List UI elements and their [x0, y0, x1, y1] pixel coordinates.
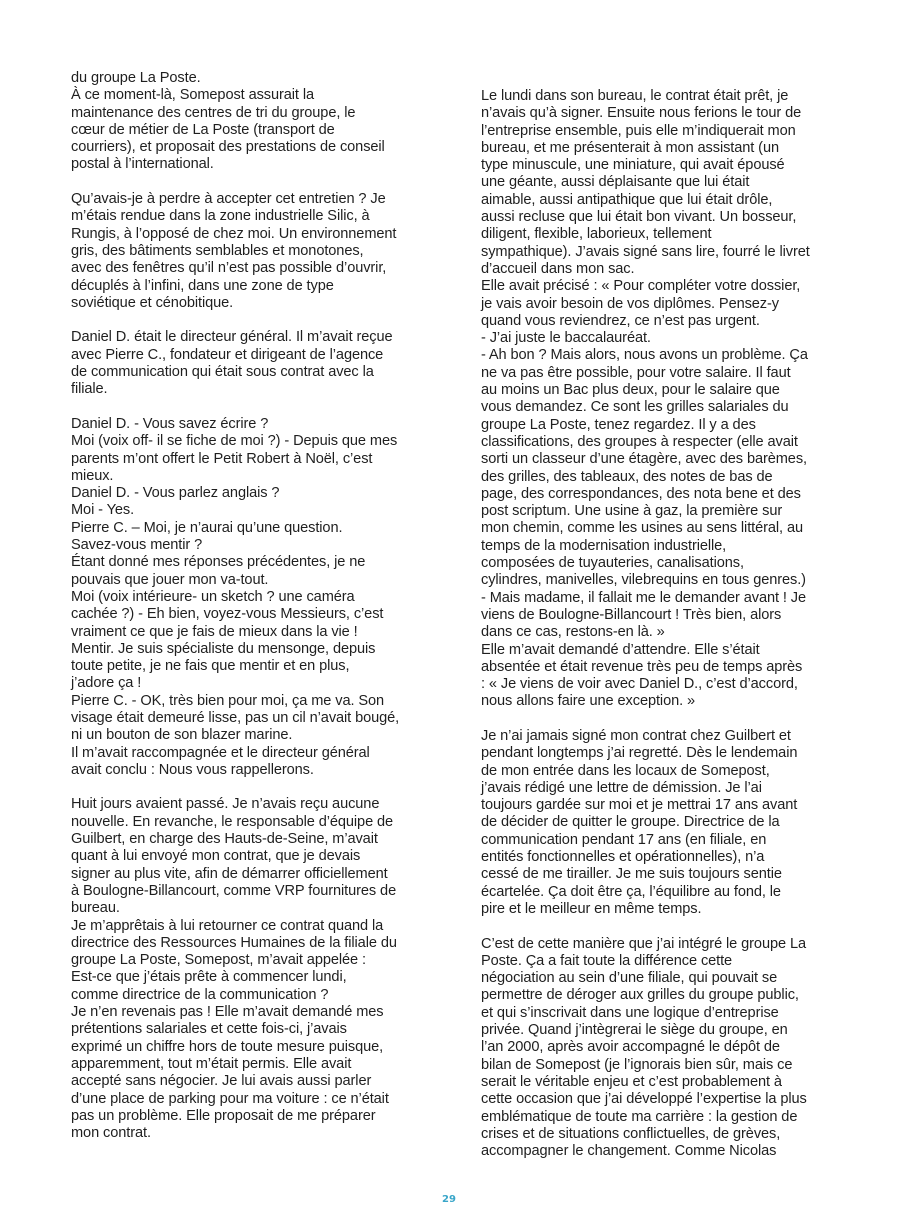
text-line: Je n’en revenais pas ! Elle m’avait demandé mes [71, 1004, 384, 1021]
text-line: - Ah bon ? Mais alors, nous avons un problème. Ça [481, 347, 808, 364]
text-line: communication pendant 17 ans (en filiale, en [481, 831, 767, 848]
text-line: pas un problème. Elle proposait de me préparer [71, 1107, 376, 1124]
text-line: Guilbert, en charge des Hauts-de-Seine, m’avait [71, 831, 378, 848]
text-line: bilan de Somepost (je l’ignorais bien sûr, mais ce [481, 1056, 793, 1073]
text-line: des grilles, des tableaux, des notes de bas de [481, 468, 773, 485]
text-line: diligent, flexible, laborieux, tellement [481, 226, 712, 243]
text-line: ne va pas être possible, pour votre salaire. Il faut [481, 364, 791, 381]
text-line: n’avais qu’à signer. Ensuite nous ferions le tour de [481, 105, 802, 122]
text-line: Poste. Ça a fait toute la différence cette [481, 952, 733, 969]
text-line: l’entreprise ensemble, puis elle m’indiquerait mon [481, 122, 796, 139]
text-line: Moi (voix off- il se fiche de moi ?) - Depuis que mes [71, 433, 398, 450]
text-line: Moi - Yes. [71, 502, 135, 519]
text-line: mon contrat. [71, 1125, 151, 1142]
text-line: d’une place de parking pour ma voiture : ce n’était [71, 1090, 389, 1107]
text-line: soviétique et cénobitique. [71, 294, 234, 311]
text-line: aimable, aussi antipathique que lui était drôle, [481, 191, 773, 208]
text-line: avec Pierre C., fondateur et dirigeant de l’agence [71, 346, 384, 363]
text-line: temps de la modernisation industrielle, [481, 537, 727, 554]
text-line: Pierre C. – Moi, je n’aurai qu’une question. [71, 519, 343, 536]
page-number: 29 [442, 1194, 456, 1205]
text-line: post scriptum. Une usine à gaz, la première sur [481, 503, 783, 520]
text-line: Je n’ai jamais signé mon contrat chez Guilbert et [481, 727, 791, 744]
text-line: prétentions salariales et cette fois-ci, j’avais [71, 1021, 347, 1038]
text-line: cette occasion que j’ai développé l’expertise la plus [481, 1091, 807, 1108]
text-line: j’adore ça ! [71, 675, 142, 692]
text-line: m’étais rendue dans la zone industrielle Silic, à [71, 208, 370, 225]
text-line: courriers), et proposait des prestations de conseil [71, 139, 385, 156]
text-line: Pierre C. - OK, très bien pour moi, ça me va. Son [71, 692, 385, 709]
text-line: écartelée. Ça doit être ça, l’équilibre au fond, le [481, 883, 781, 900]
text-line: cessé de me tirailler. Je me suis toujours sentie [481, 866, 782, 883]
text-line: serait le véritable enjeu et c’est probablement à [481, 1073, 782, 1090]
text-line: vous demandez. Ce sont les grilles salariales du [481, 399, 789, 416]
text-line: je vais avoir besoin de vos diplômes. Pensez-y [481, 295, 779, 312]
text-line: avec des fenêtres qu’il n’est pas possible d’ouvrir, [71, 260, 387, 277]
paragraph-break [71, 312, 417, 329]
text-line: mieux. [71, 467, 114, 484]
text-line: postal à l’international. [71, 156, 214, 173]
text-line: pouvais que jouer mon va-tout. [71, 571, 269, 588]
text-line: pire et le meilleur en même temps. [481, 900, 702, 917]
text-line: Daniel D. - Vous parlez anglais ? [71, 485, 280, 502]
text-line: Elle avait précisé : « Pour compléter votre dossier, [481, 278, 801, 295]
text-line: accompagner le changement. Comme Nicolas [481, 1143, 777, 1160]
text-line: Daniel D. - Vous savez écrire ? [71, 415, 269, 432]
text-line: groupe La Poste, tenez regardez. Il y a des [481, 416, 756, 433]
text-line: Elle m’avait demandé d’attendre. Elle s’était [481, 641, 760, 658]
text-line: emblématique de toute ma carrière : la gestion de [481, 1108, 798, 1125]
text-line: Je m’apprêtais à lui retourner ce contrat quand la [71, 917, 384, 934]
text-line: une géante, aussi déplaisante que lui était [481, 174, 750, 191]
text-line: à Boulogne-Billancourt, comme VRP fournitures de [71, 882, 397, 899]
text-line: crises et de situations conflictuelles, de grèves, [481, 1125, 781, 1142]
text-line: maintenance des centres de tri du groupe, le [71, 104, 356, 121]
paragraph-break [481, 711, 827, 728]
text-line: avait conclu : Nous vous rappellerons. [71, 761, 314, 778]
text-line: bureau. [71, 900, 120, 917]
text-line: nouvelle. En revanche, le responsable d’équipe de [71, 813, 394, 830]
text-line: : « Je viens de voir avec Daniel D., c’est d’accord, [481, 676, 798, 693]
text-line: Moi (voix intérieure- un sketch ? une caméra [71, 588, 355, 605]
text-line: quand vous reviendrez, ce n’est pas urgent. [481, 312, 760, 329]
text-line: Huit jours avaient passé. Je n’avais reçu aucune [71, 796, 380, 813]
text-line: cylindres, manivelles, vilebrequins en tous genres.) [481, 572, 806, 589]
text-line: parents m’ont offert le Petit Robert à Noël, c’est [71, 450, 373, 467]
text-line: Rungis, à l’opposé de chez moi. Un environnement [71, 225, 397, 242]
text-line: l’an 2000, après avoir accompagné le dépôt de [481, 1039, 780, 1056]
text-line: de mon entrée dans les locaux de Somepost, [481, 762, 770, 779]
text-line: décuplés à l’infini, dans une zone de type [71, 277, 334, 294]
text-line: - J’ai juste le baccalauréat. [481, 330, 651, 347]
text-line: C’est de cette manière que j’ai intégré le groupe La [481, 935, 806, 952]
text-line: quant à lui envoyé mon contrat, que je devais [71, 848, 361, 865]
text-line: À ce moment-là, Somepost assurait la [71, 87, 314, 104]
paragraph-break [71, 399, 417, 416]
text-line: groupe La Poste, Somepost, m’avait appelée : [71, 952, 366, 969]
text-line: au moins un Bac plus deux, pour le salaire que [481, 382, 780, 399]
text-line: viens de Boulogne-Billancourt ! Très bien, alors [481, 606, 782, 623]
text-line: Daniel D. était le directeur général. Il m’avait reçue [71, 329, 393, 346]
text-line: classifications, des groupes à respecter (elle avait [481, 433, 798, 450]
text-line: Étant donné mes réponses précédentes, je ne [71, 554, 366, 571]
text-line: apparemment, tout m’était permis. Elle avait [71, 1055, 352, 1072]
right-text-column [481, 88, 827, 1160]
paragraph-break [71, 779, 417, 796]
text-line: type minuscule, une miniature, qui avait épousé [481, 157, 785, 174]
text-line: exprimé un chiffre hors de toute mesure puisque, [71, 1038, 384, 1055]
text-line: mon chemin, comme les usines au sens littéral, au [481, 520, 803, 537]
text-line: toujours gardée sur moi et je mettrai 17 ans avant [481, 797, 798, 814]
text-line: privée. Quand j’intègrerai le siège du groupe, en [481, 1022, 788, 1039]
text-line: et qui s’inscrivait dans une logique d’entreprise [481, 1004, 779, 1021]
text-line: j’avais rédigé une lettre de démission. Je l’ai [481, 779, 762, 796]
text-line: ni un bouton de son blazer marine. [71, 727, 293, 744]
text-line: Mentir. Je suis spécialiste du mensonge, depuis [71, 640, 376, 657]
text-line: page, des correspondances, des nota bene et des [481, 485, 801, 502]
paragraph-break [481, 918, 827, 935]
left-text-column [71, 70, 417, 1142]
text-line: cachée ?) - Eh bien, voyez-vous Messieurs, c’est [71, 606, 384, 623]
text-line: Est-ce que j’étais prête à commencer lundi, [71, 969, 347, 986]
text-line: de décider de quitter le groupe. Directrice de la [481, 814, 780, 831]
text-line: permettre de déroger aux grilles du groupe public, [481, 987, 799, 1004]
text-line: sympathique). J’avais signé sans lire, fourré le livret [481, 243, 810, 260]
text-line: pendant longtemps j’ai regretté. Dès le lendemain [481, 745, 798, 762]
text-line: de communication qui était sous contrat avec la [71, 364, 374, 381]
text-line: - Mais madame, il fallait me le demander avant ! Je [481, 589, 807, 606]
text-line: nous allons faire une exception. » [481, 693, 696, 710]
text-line: composées de tuyauteries, canalisations, [481, 555, 744, 572]
text-line: filiale. [71, 381, 108, 398]
text-line: cœur de métier de La Poste (transport de [71, 121, 335, 138]
text-line: dans ce cas, restons-en là. » [481, 624, 665, 641]
text-line: bureau, et me présenterait à mon assistant (un [481, 139, 779, 156]
text-line: Le lundi dans son bureau, le contrat était prêt, je [481, 88, 789, 104]
text-line: gris, des bâtiments semblables et monotones, [71, 242, 364, 259]
text-line: visage était demeuré lisse, pas un cil n’avait bougé, [71, 709, 400, 726]
text-line: comme directrice de la communication ? [71, 986, 329, 1003]
text-line: Il m’avait raccompagnée et le directeur général [71, 744, 370, 761]
text-line: Qu’avais-je à perdre à accepter cet entretien ? Je [71, 191, 386, 208]
paragraph-break [71, 174, 417, 191]
text-line: toute petite, je ne fais que mentir et en plus, [71, 658, 350, 675]
text-line: du groupe La Poste. [71, 70, 201, 86]
text-line: d’accueil dans mon sac. [481, 260, 635, 277]
text-line: absentée et était revenue très peu de temps après [481, 658, 803, 675]
text-line: accepté sans négocier. Je lui avais aussi parler [71, 1073, 372, 1090]
text-line: vraiment ce que je fais de mieux dans la vie ! [71, 623, 358, 640]
text-line: aussi recluse que lui était bon vivant. Un bosseur, [481, 209, 797, 226]
text-line: sorti un classeur d’une étagère, avec des barèmes, [481, 451, 807, 468]
text-line: directrice des Ressources Humaines de la filiale du [71, 934, 397, 951]
text-line: Savez-vous mentir ? [71, 537, 203, 554]
text-line: entités fonctionnelles et opérationnelles), n’a [481, 849, 765, 866]
text-line: négociation au sein d’une filiale, qui pouvait se [481, 970, 778, 987]
text-line: signer au plus vite, afin de démarrer officiellement [71, 865, 388, 882]
